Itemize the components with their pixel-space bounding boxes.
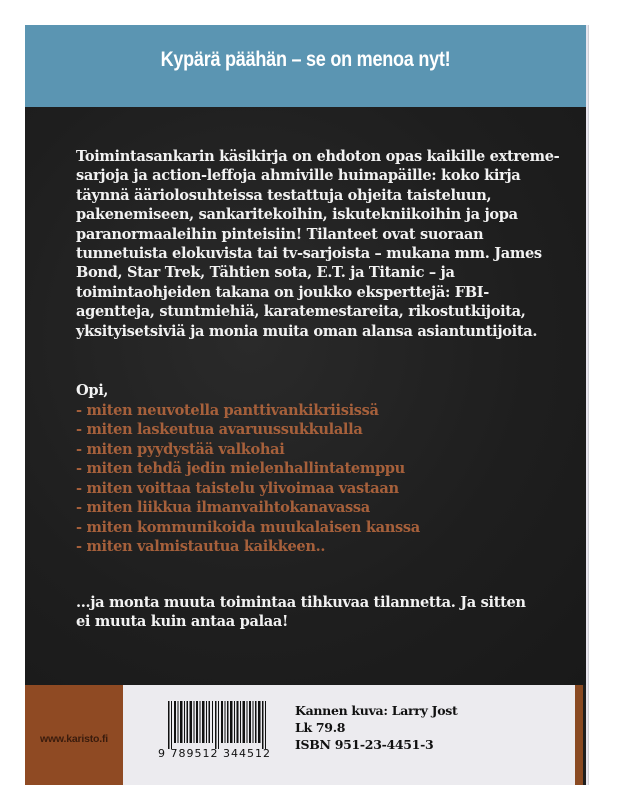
blurb-line: Toimintasankarin käsikirja on ehdoton opas kaikille extreme- <box>76 148 560 165</box>
learn-item: - miten tehdä jedin mielenhallintatemppu <box>76 460 405 477</box>
learn-item: - miten laskeutua avaruussukkulalla <box>76 421 363 438</box>
library-class: Lk 79.8 <box>295 720 346 735</box>
learn-item: - miten kommunikoida muukalaisen kanssa <box>76 518 420 536</box>
book-credits <box>295 702 457 753</box>
blurb-line: toimintaohjeiden takana on joukko eksperttejä: FBI- <box>76 283 489 301</box>
spine-edge <box>575 685 583 785</box>
book-back-cover <box>25 25 586 785</box>
blurb-line: pakenemiseen, sankaritekoihin, iskutekniikoihin ja jopa <box>76 206 518 224</box>
bottom-strip <box>25 685 586 785</box>
learn-item: - miten pyydystää valkohai <box>76 440 285 458</box>
learn-item: - miten voittaa taistelu ylivoimaa vastaan <box>76 479 399 497</box>
cover-credit: Kannen kuva: Larry Jost <box>295 703 458 718</box>
barcode-icon <box>158 701 283 749</box>
blurb-line: agentteja, stuntmiehiä, karatemestareita, rikostutkijoita, <box>76 303 526 321</box>
blurb-line: yksityisetsiviä ja monia muita oman alansa asiantuntijoita. <box>76 322 538 340</box>
outro-line: ...ja monta muuta toimintaa tihkuvaa tilannetta. Ja sitten <box>76 594 526 611</box>
learn-item: - miten neuvotella panttivankikriisissä <box>76 401 379 419</box>
learn-item: - miten valmistautua kaikkeen.. <box>76 538 326 555</box>
outro-line: ei muuta kuin antaa palaa! <box>76 613 289 631</box>
blurb-line: tunnetuista elokuvista tai tv-sarjoista – mukana mm. James <box>76 245 542 263</box>
blurb-paragraph <box>76 147 576 341</box>
outro-paragraph <box>76 593 576 632</box>
learn-intro: Opi, <box>76 382 109 399</box>
headline: Kypärä päähän – se on menoa nyt! <box>160 48 451 71</box>
top-banner <box>25 25 586 107</box>
blurb-line: sarjoja ja action-leffoja ahmiville huimapäille: koko kirja <box>76 167 521 185</box>
blurb-line: paranormaaleihin pinteisiin! Tilanteet ovat suoraan <box>76 225 484 243</box>
publisher-panel <box>25 685 123 785</box>
isbn: ISBN 951-23-4451-3 <box>295 737 434 752</box>
blurb-line: Bond, Star Trek, Tähtien sota, E.T. ja Titanic – ja <box>76 264 455 282</box>
barcode <box>158 701 283 763</box>
blurb-line: täynnä ääriolosuhteissa testattuja ohjeita taisteluun, <box>76 186 492 204</box>
learn-item: - miten liikkua ilmanvaihtokanavassa <box>76 499 370 516</box>
barcode-digits: 9 789512 344512 <box>158 747 271 760</box>
publisher-website: www.karisto.fi <box>40 733 108 745</box>
isbn-label <box>123 685 575 785</box>
learn-list <box>76 381 576 557</box>
